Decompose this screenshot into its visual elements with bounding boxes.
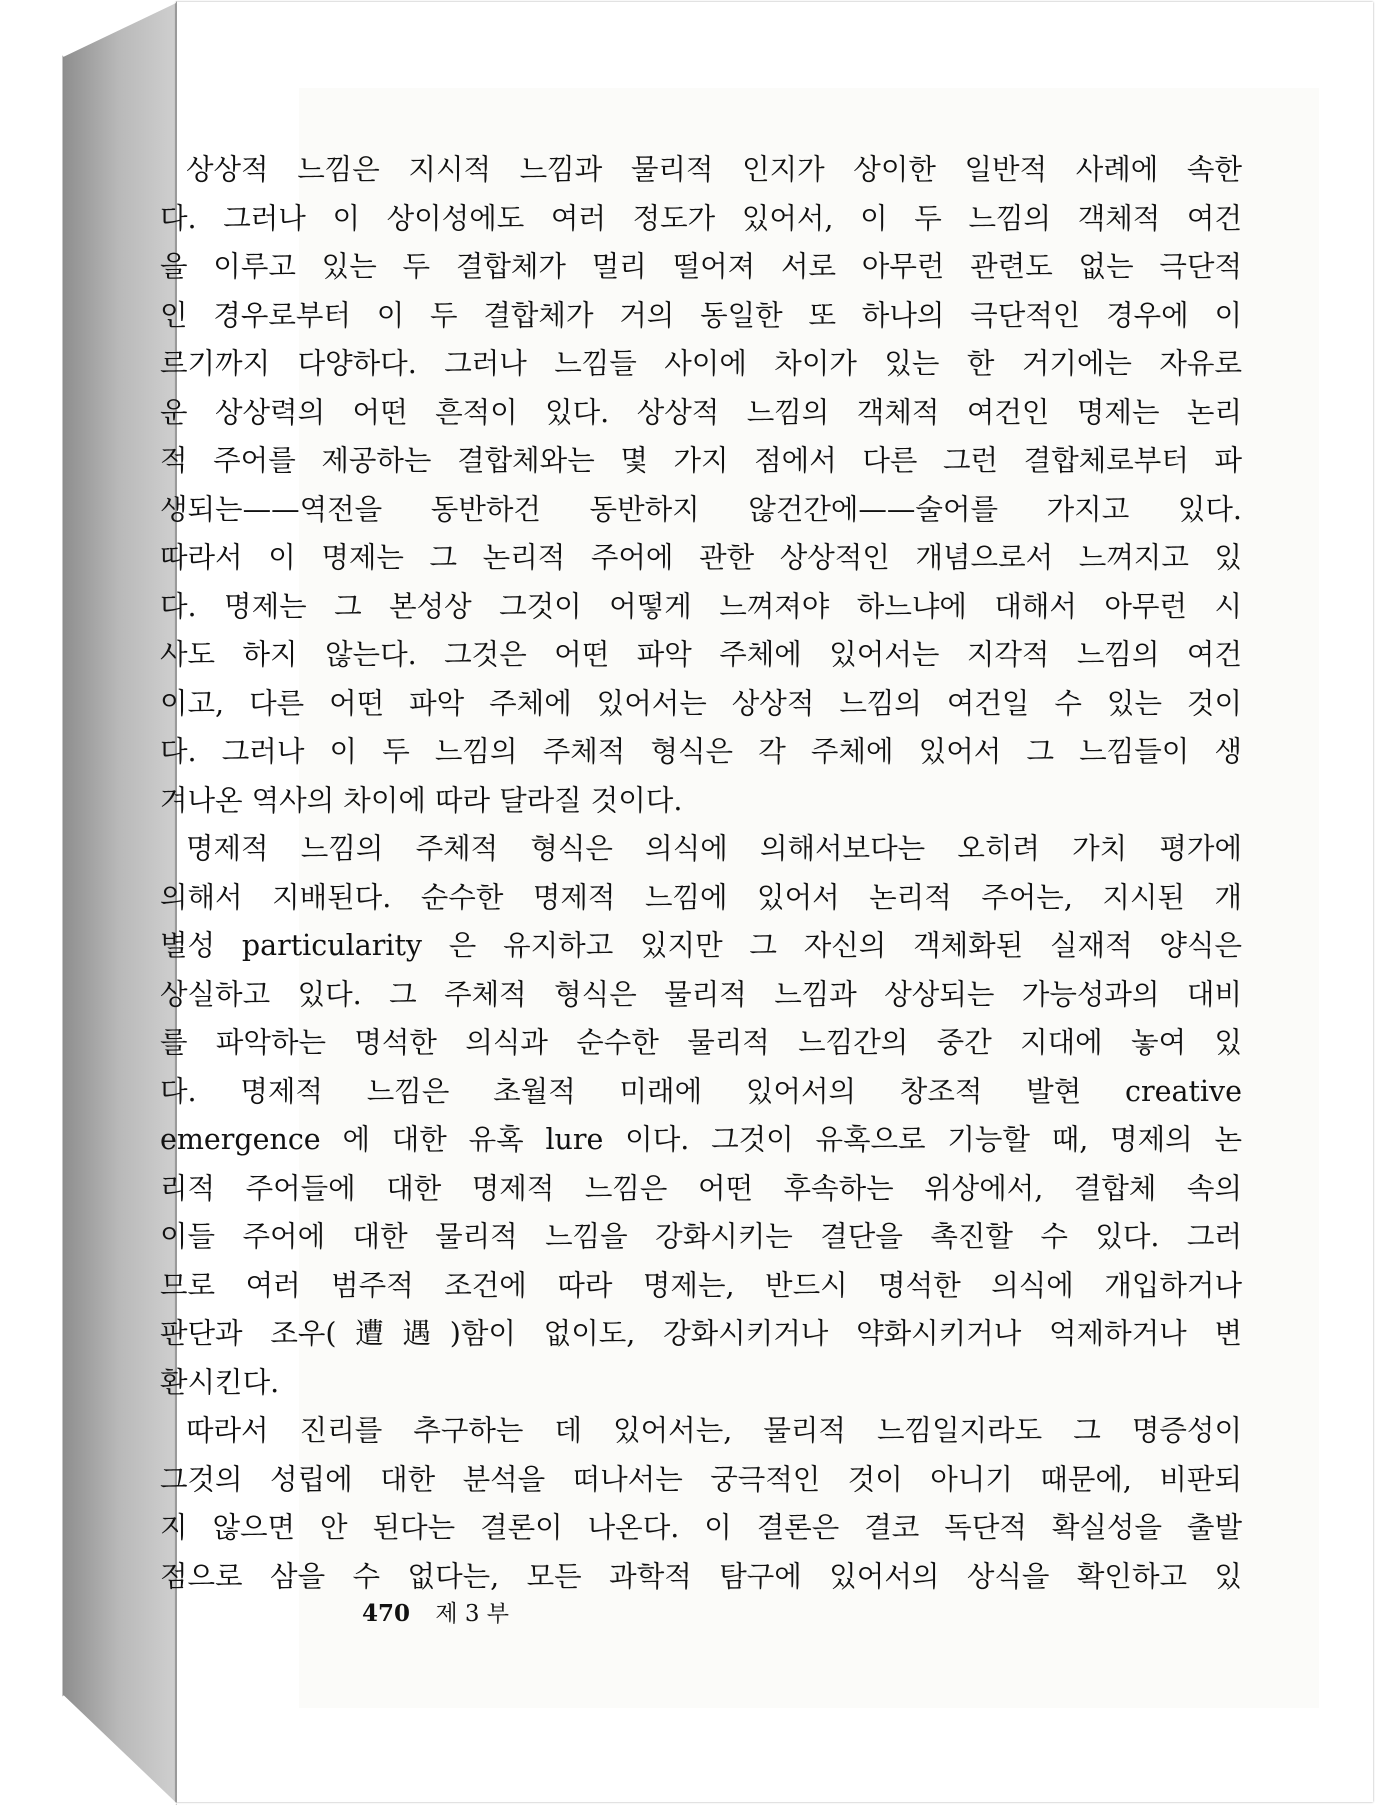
text-line: 리적 주어들에 대한 명제적 느낌은 어떤 후속하는 위상에서, 결합체 속의 (160, 1171, 1242, 1205)
text-line: 점으로 삼을 수 없다는, 모든 과학적 탐구에 있어서의 상식을 확인하고 있 (160, 1559, 1242, 1593)
text-line: 별성 particularity 은 유지하고 있지만 그 자신의 객체화된 실재적 양식은 (160, 929, 1242, 962)
paragraph (160, 825, 1242, 1407)
text-line: 적 주어를 제공하는 결합체와는 몇 가지 점에서 다른 그런 결합체로부터 파 (160, 444, 1242, 477)
text-line: 다. 그러나 이 두 느낌의 주체적 형식은 각 주체에 있어서 그 느낌들이 생 (160, 735, 1242, 768)
text-line: 를 파악하는 명석한 의식과 순수한 물리적 느낌간의 중간 지대에 놓여 있 (160, 1026, 1242, 1059)
text-line: 명제적 느낌의 주체적 형식은 의식에 의해서보다는 오히려 가치 평가에 (186, 832, 1242, 865)
text-line: 을 이루고 있는 두 결합체가 멀리 떨어져 서로 아무런 관련도 없는 극단적 (160, 250, 1242, 283)
page-footer (362, 1595, 509, 1628)
page-number: 470 (362, 1600, 411, 1627)
text-line: 다. 명제는 그 본성상 그것이 어떻게 느껴져야 하느냐에 대해서 아무런 시 (160, 589, 1242, 623)
text-line: 겨나온 역사의 차이에 따라 달라질 것이다. (160, 783, 683, 817)
text-line: 다. 명제적 느낌은 초월적 미래에 있어서의 창조적 발현 creative (160, 1074, 1242, 1108)
text-line: 상상적 느낌은 지시적 느낌과 물리적 인지가 상이한 일반적 사례에 속한 (186, 153, 1242, 186)
text-line: 다. 그러나 이 상이성에도 여러 정도가 있어서, 이 두 느낌의 객체적 여건 (160, 201, 1242, 235)
body-text (160, 146, 1242, 1601)
text-line: 사도 하지 않는다. 그것은 어떤 파악 주체에 있어서는 지각적 느낌의 여건 (160, 638, 1242, 671)
text-line: 므로 여러 범주적 조건에 따라 명제는, 반드시 명석한 의식에 개입하거나 (160, 1268, 1242, 1302)
text-line: 환시킨다. (160, 1365, 280, 1399)
paragraph (160, 1407, 1242, 1601)
text-line: 상실하고 있다. 그 주체적 형식은 물리적 느낌과 상상되는 가능성과의 대비 (160, 977, 1242, 1011)
text-line: 따라서 이 명제는 그 논리적 주어에 관한 상상적인 개념으로서 느껴지고 있 (160, 541, 1242, 574)
text-line: 이고, 다른 어떤 파악 주체에 있어서는 상상적 느낌의 여건일 수 있는 것이 (160, 686, 1242, 720)
text-line: 인 경우로부터 이 두 결합체가 거의 동일한 또 하나의 극단적인 경우에 이 (160, 298, 1242, 332)
paragraph (160, 146, 1242, 825)
text-line: 따라서 진리를 추구하는 데 있어서는, 물리적 느낌일지라도 그 명증성이 (186, 1414, 1242, 1447)
text-line: 르기까지 다양하다. 그러나 느낌들 사이에 차이가 있는 한 거기에는 자유로 (160, 347, 1242, 380)
text-line: 이들 주어에 대한 물리적 느낌을 강화시키는 결단을 촉진할 수 있다. 그러 (160, 1220, 1242, 1253)
text-line: 판단과 조우(遭遇)함이 없이도, 강화시키거나 약화시키거나 억제하거나 변 (160, 1317, 1242, 1350)
section-label: 제 3 부 (435, 1601, 510, 1627)
text-line: 지 않으면 안 된다는 결론이 나온다. 이 결론은 결코 독단적 확실성을 출발 (160, 1511, 1242, 1544)
text-line: 의해서 지배된다. 순수한 명제적 느낌에 있어서 논리적 주어는, 지시된 개 (160, 880, 1242, 914)
text-line: emergence 에 대한 유혹 lure 이다. 그것이 유혹으로 기능할 때, 명제의 논 (160, 1123, 1242, 1156)
text-line: 운 상상력의 어떤 흔적이 있다. 상상적 느낌의 객체적 여건인 명제는 논리 (160, 395, 1242, 429)
text-line: 생되는——역전을 동반하건 동반하지 않건간에——술어를 가지고 있다. (160, 492, 1242, 526)
text-line: 그것의 성립에 대한 분석을 떠나서는 궁극적인 것이 아니기 때문에, 비판되 (160, 1462, 1242, 1496)
